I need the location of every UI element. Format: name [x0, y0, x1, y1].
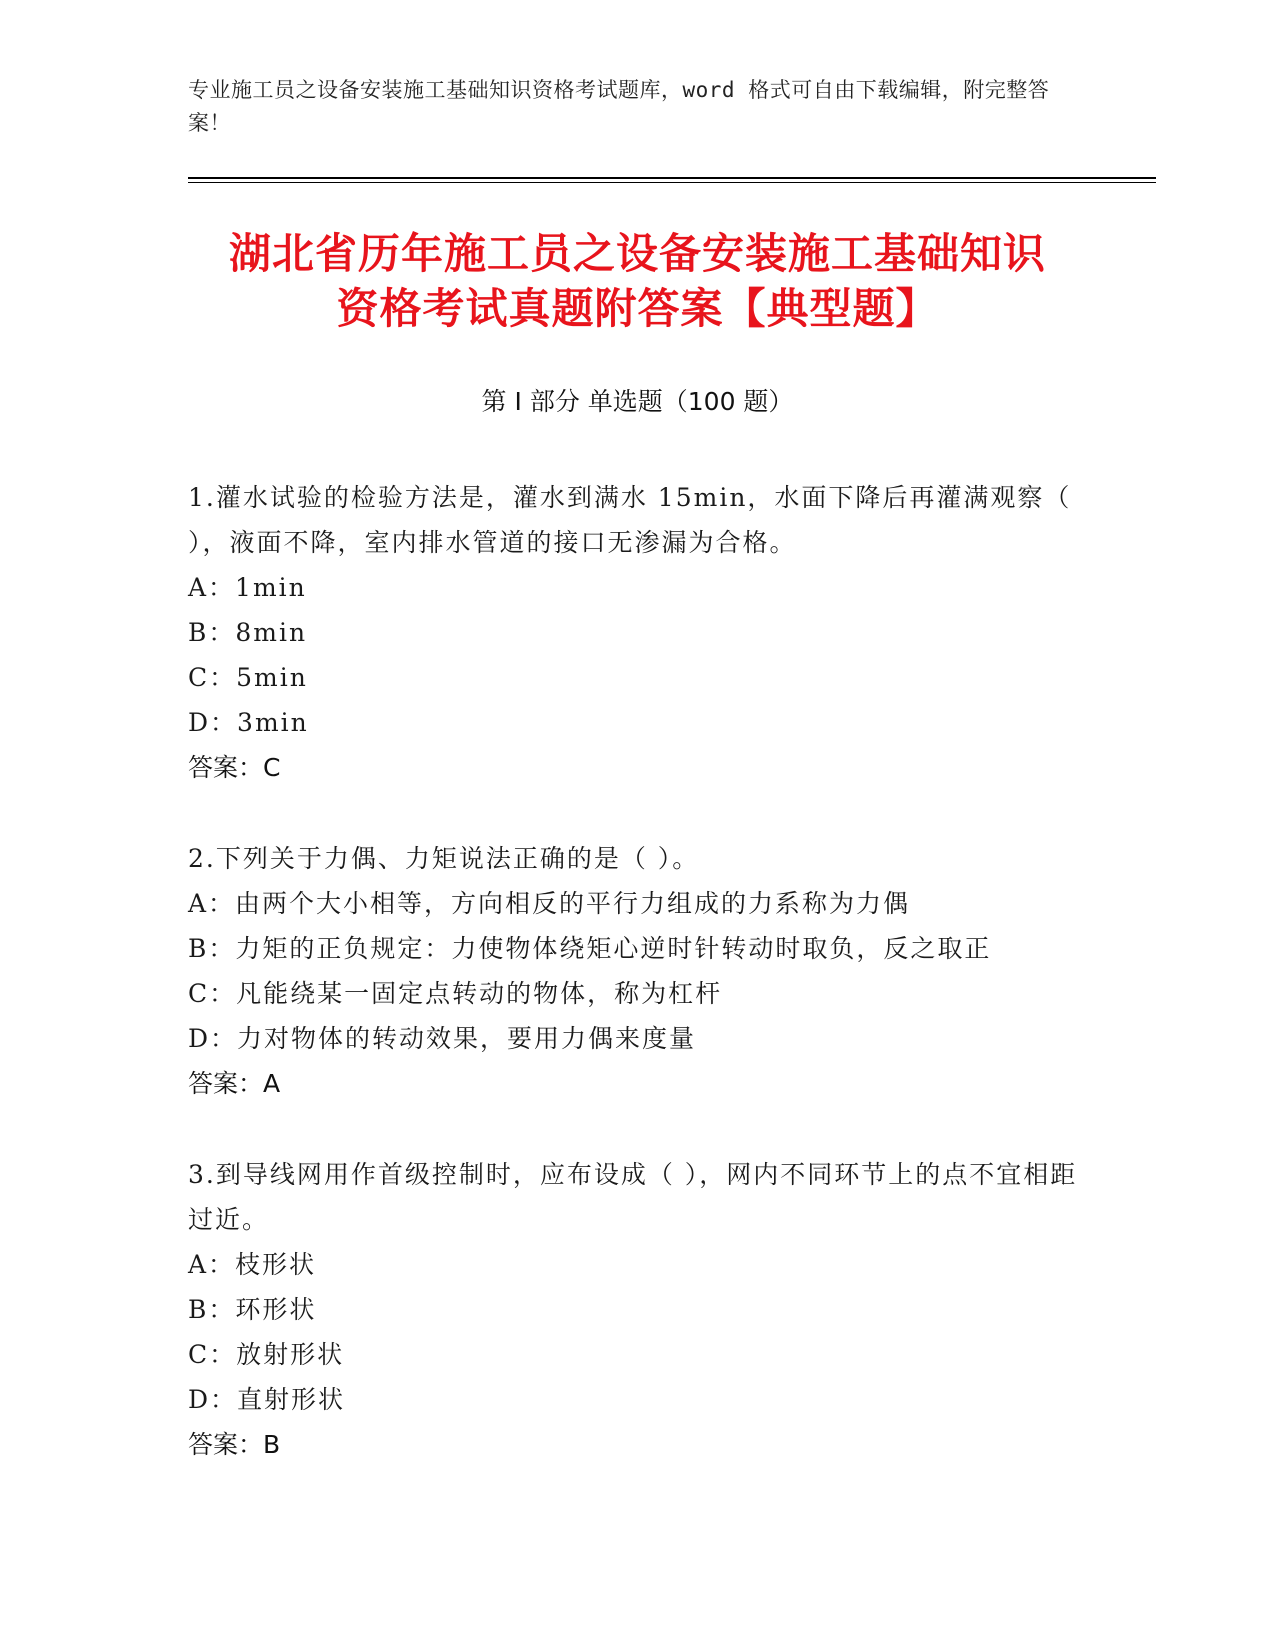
question-1 [188, 475, 1088, 790]
question-1-answer: 答案：C [188, 753, 281, 782]
document-title [150, 226, 1125, 336]
question-3-option-a: A：枝形状 [188, 1250, 317, 1279]
question-3-answer: 答案：B [188, 1430, 281, 1459]
question-2-text: 2.下列关于力偶、力矩说法正确的是（ ）。 [188, 844, 700, 873]
question-3-option-b: B：环形状 [188, 1295, 317, 1324]
question-3-text: 3.到导线网用作首级控制时，应布设成（ ），网内不同环节上的点不宜相距过近。 [188, 1160, 1078, 1234]
question-1-option-a: A：1min [188, 573, 307, 602]
header-rule-thick [188, 177, 1156, 179]
question-1-option-c: C：5min [188, 663, 308, 692]
question-2-option-d: D：力对物体的转动效果，要用力偶来度量 [188, 1024, 697, 1053]
question-1-text: 1.灌水试验的检验方法是，灌水到满水 15min，水面下降后再灌满观察（ ），液面不降，室内排水管道的接口无渗漏为合格。 [188, 483, 1072, 557]
question-1-option-d: D：3min [188, 708, 309, 737]
question-3-option-d: D：直射形状 [188, 1385, 346, 1414]
question-2-option-c: C：凡能绕某一固定点转动的物体，称为杠杆 [188, 979, 723, 1008]
question-2-answer: 答案：A [188, 1069, 281, 1098]
question-3-option-c: C：放射形状 [188, 1340, 345, 1369]
document-title-line-2: 资格考试真题附答案【典型题】 [336, 284, 939, 333]
question-1-option-b: B：8min [188, 618, 308, 647]
document-title-line-1: 湖北省历年施工员之设备安装施工基础知识 [228, 229, 1046, 278]
question-2-option-a: A：由两个大小相等，方向相反的平行力组成的力系称为力偶 [188, 889, 911, 918]
header-rule-thin [188, 182, 1156, 183]
question-3 [188, 1152, 1088, 1467]
question-list [188, 475, 1088, 1513]
header-note: 专业施工员之设备安装施工基础知识资格考试题库，word 格式可自由下载编辑，附完整答案！ [188, 78, 1050, 135]
question-2 [188, 836, 1088, 1106]
question-2-option-b: B：力矩的正负规定：力使物体绕矩心逆时针转动时取负，反之取正 [188, 934, 992, 963]
section-title: 第 I 部分 单选题（100 题） [481, 387, 794, 416]
